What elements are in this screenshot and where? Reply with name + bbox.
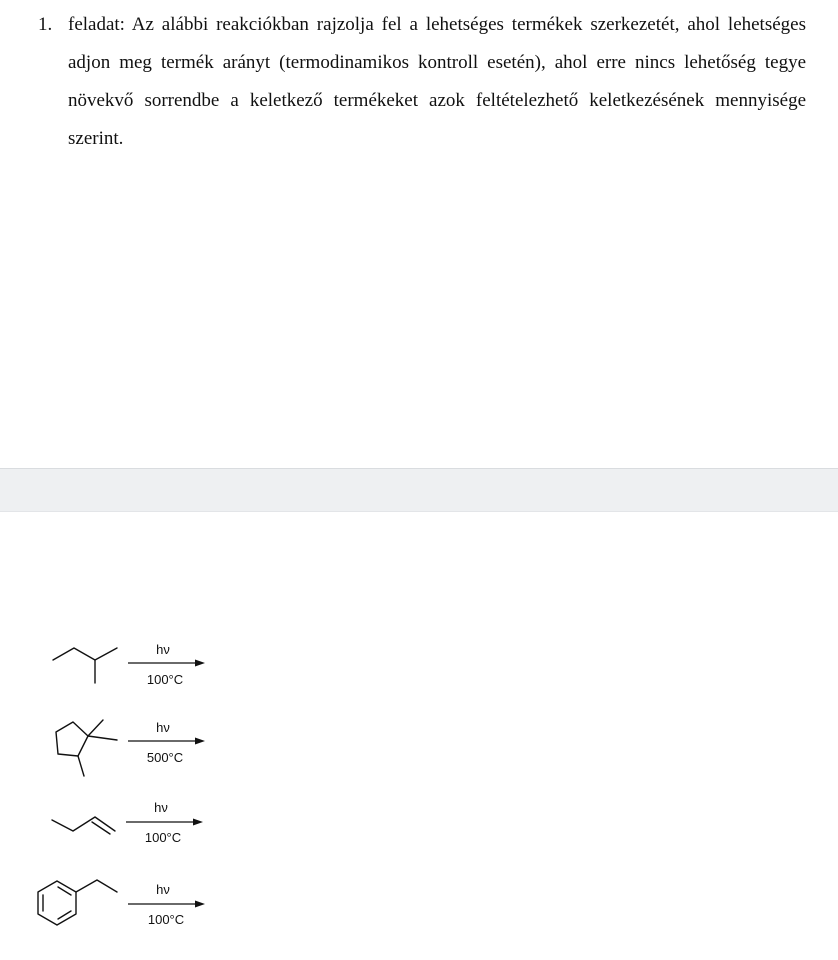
- reactant-structure-ethylbenzene: [38, 880, 117, 925]
- arrow-head-icon: [195, 901, 205, 908]
- arrow-head-icon: [193, 819, 203, 826]
- condition-below-3: 100°C: [144, 830, 182, 845]
- task-number: 1.: [38, 14, 53, 35]
- arrow-head-icon: [195, 738, 205, 745]
- reactant-structure-isobutane: [53, 648, 117, 683]
- reactant-structure-butene: [52, 817, 115, 834]
- condition-below-4: 100°C: [147, 912, 185, 927]
- condition-below-1: 100°C: [146, 672, 184, 687]
- task-text: feladat: Az alábbi reakciókban rajzolja fel a lehetséges termékek szerkezetét, ahol lehetséges adjon meg termék arányt (termodinamikos kontroll esetén), ahol erre nincs lehetőség tegye növekvő sorrendbe a keletkező termékeket azok feltételezhető keletkezésének mennyisége szerint.: [68, 14, 806, 149]
- condition-below-2: 500°C: [146, 750, 184, 765]
- arrow-head-icon: [195, 660, 205, 667]
- reactant-structure-cyclopentane: [56, 720, 117, 776]
- condition-above-3: hν: [154, 800, 168, 815]
- condition-above-1: hν: [156, 642, 170, 657]
- condition-above-4: hν: [156, 882, 170, 897]
- condition-above-2: hν: [156, 720, 170, 735]
